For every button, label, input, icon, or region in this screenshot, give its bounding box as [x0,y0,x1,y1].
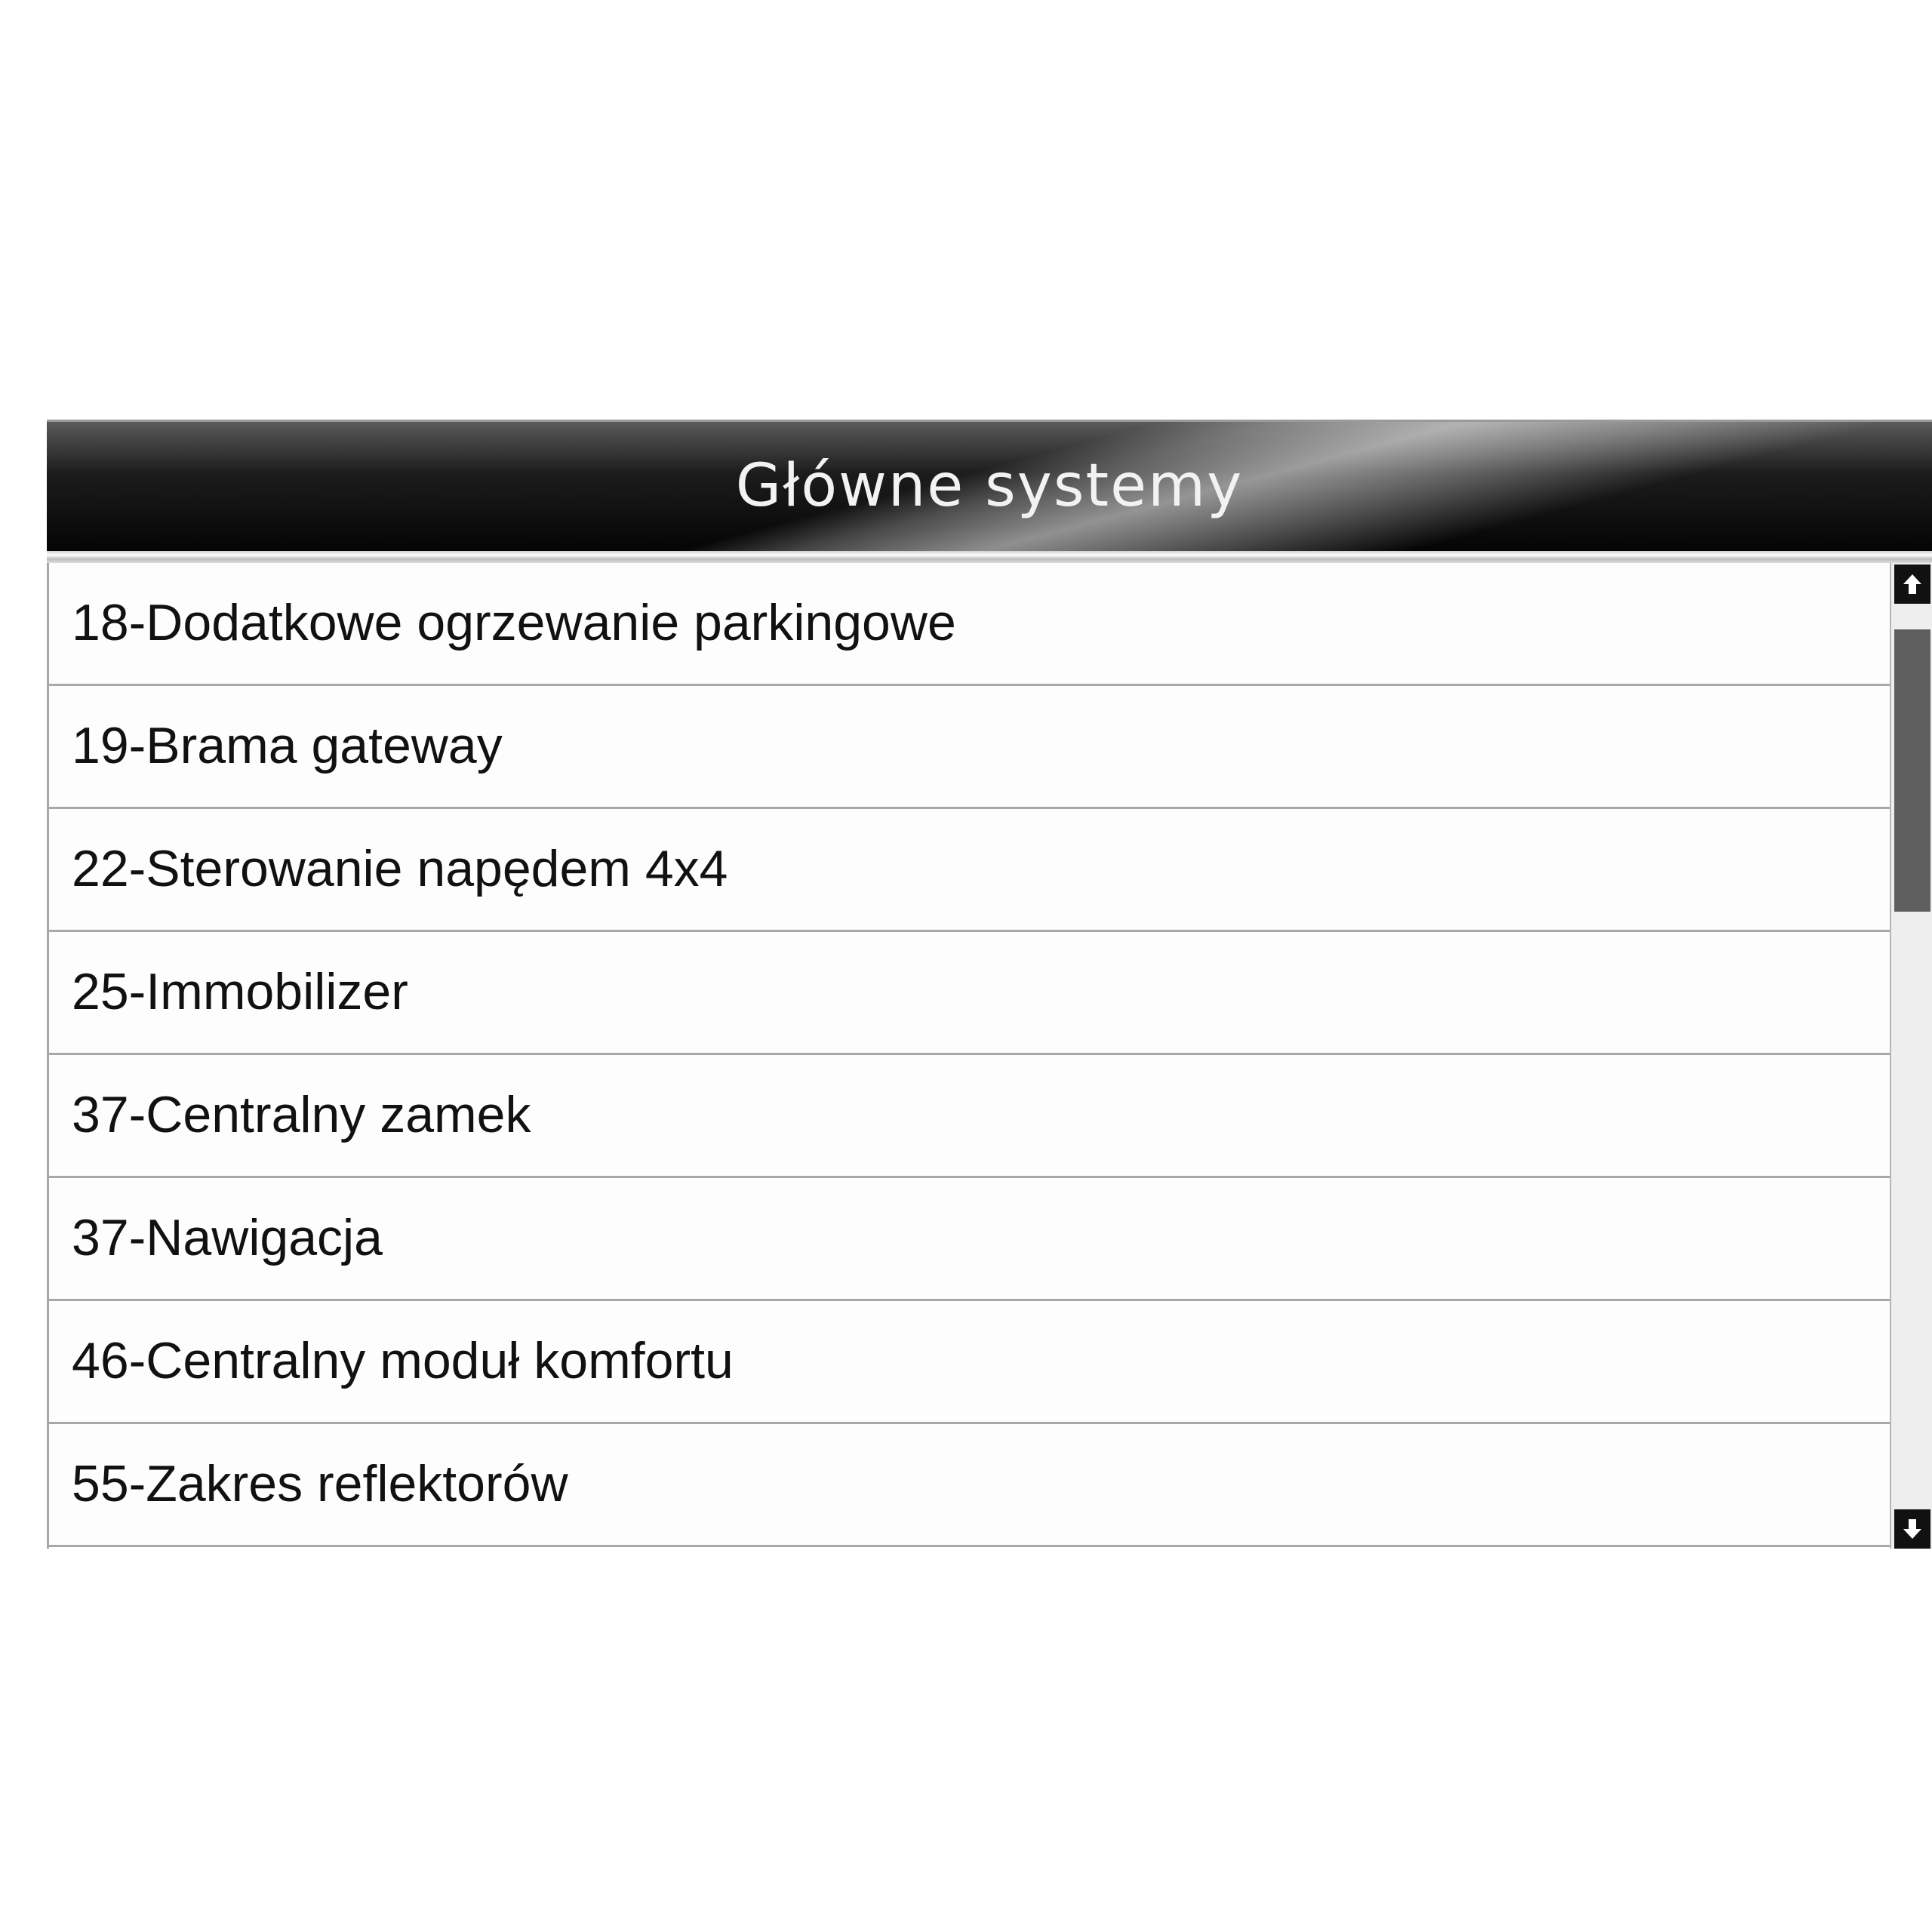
arrow-up-icon [1902,573,1923,595]
list-item[interactable] [49,809,1890,932]
list-item[interactable] [49,1055,1890,1178]
list-item[interactable] [49,932,1890,1055]
system-list [47,563,1890,1549]
list-item-label: 25-Immobilizer [72,963,408,1020]
list-item[interactable] [49,1301,1890,1424]
list-item[interactable] [49,1178,1890,1301]
vertical-scrollbar[interactable] [1890,563,1932,1549]
list-item[interactable] [49,1424,1890,1547]
list-item-label: 22-Sterowanie napędem 4x4 [72,840,728,897]
page-title: Główne systemy [735,452,1244,520]
list-item[interactable] [49,686,1890,809]
diagnostic-screen [47,420,1932,1549]
list-item-label: 37-Nawigacja [72,1209,383,1266]
header-bar [47,420,1932,551]
list-item-label: 19-Brama gateway [72,717,503,774]
scroll-up-button[interactable] [1894,565,1930,604]
list-item-label: 37-Centralny zamek [72,1086,531,1143]
scroll-thumb[interactable] [1894,629,1930,912]
scroll-down-button[interactable] [1894,1509,1930,1549]
list-item[interactable] [49,563,1890,686]
list-item-label: 18-Dodatkowe ogrzewanie parkingowe [72,594,956,651]
arrow-down-icon [1902,1518,1923,1540]
list-item-label: 46-Centralny moduł komfortu [72,1332,734,1389]
list-item-label: 55-Zakres reflektorów [72,1455,568,1512]
